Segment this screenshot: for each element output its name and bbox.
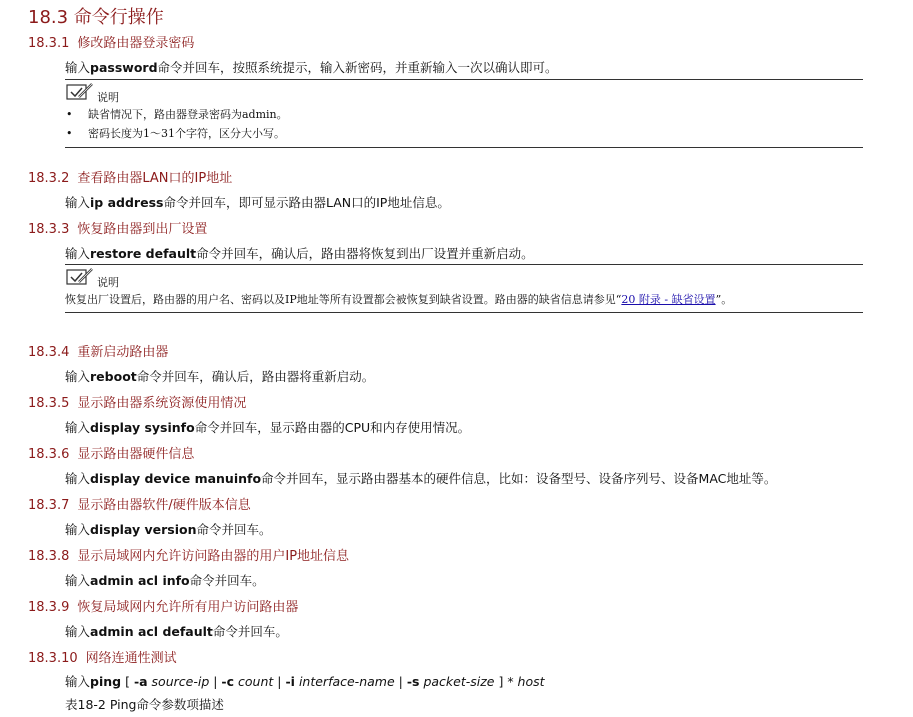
section-number: 18.3.1 (28, 36, 70, 51)
text: 输入 (65, 624, 91, 639)
text: 输入 (65, 674, 91, 689)
note-label: 说明 (97, 91, 119, 104)
note-pencil-icon (66, 82, 94, 102)
text: 命令并回车，显示路由器的CPU和内存使用情况。 (194, 420, 471, 435)
host-arg: host (517, 674, 545, 689)
note-bottom-rule (65, 312, 863, 313)
section-number: 18.3.2 (28, 171, 70, 186)
note-bullet-item (66, 125, 285, 141)
section-title: 网络连通性测试 (85, 651, 177, 666)
command-text: display version (90, 522, 197, 537)
text: 输入 (65, 471, 91, 486)
section-heading-18-3-1 (28, 32, 194, 51)
section-title: 恢复局域网内允许所有用户访问路由器 (77, 600, 299, 615)
ping-syntax (65, 672, 545, 690)
option-flag: -c (221, 674, 235, 689)
section-number: 18.3.3 (28, 222, 70, 237)
text: 输入 (65, 369, 91, 384)
section-number: 18.3.10 (28, 651, 78, 666)
command-text: password (90, 60, 158, 75)
bullet-dot-icon: • (66, 127, 73, 140)
section-title: 查看路由器LAN口的IP地址 (77, 171, 233, 186)
section-title: 重新启动路由器 (77, 345, 169, 360)
option-flag: -s (406, 674, 420, 689)
table-caption: 表18-2 Ping命令参数项描述 (65, 697, 224, 712)
section-heading-18-3-3 (28, 218, 207, 237)
section-number: 18.3.5 (28, 396, 70, 411)
section-heading-18-3-7 (28, 494, 251, 513)
command-text: ping (90, 674, 122, 689)
appendix-link[interactable]: 20 附录 - 缺省设置 (621, 293, 716, 306)
section-heading-18-3-10 (28, 647, 177, 666)
syntax-bracket: [ (121, 674, 134, 689)
text: 恢复出厂设置后，路由器的用户名、密码以及IP地址等所有设置都会被恢复到缺省设置。路由器的缺省信息请参见“ (65, 293, 622, 306)
section-heading-18-3-5 (28, 392, 246, 411)
text: 输入 (65, 195, 91, 210)
text: 命令并回车。 (212, 624, 288, 639)
section-title: 恢复路由器到出厂设置 (77, 222, 208, 237)
syntax-separator: | (273, 674, 286, 689)
command-text: display sysinfo (90, 420, 195, 435)
section-heading-18-3-8 (28, 545, 349, 564)
section-paragraph (65, 520, 272, 538)
note-top-rule (65, 79, 863, 80)
text: 命令并回车，确认后，路由器将恢复到出厂设置并重新启动。 (196, 246, 534, 261)
syntax-bracket: ] * (494, 674, 518, 689)
section-paragraph (65, 367, 374, 385)
note-text (65, 291, 732, 307)
section-number: 18.3.4 (28, 345, 70, 360)
text: ”。 (715, 293, 733, 306)
bullet-text: 缺省情况下，路由器登录密码为admin。 (88, 108, 288, 121)
option-flag: -i (285, 674, 295, 689)
command-text: display device manuinfo (90, 471, 262, 486)
text: 输入 (65, 522, 91, 537)
section-heading-18-3-2 (28, 167, 232, 186)
section-number: 18.3.7 (28, 498, 70, 513)
command-text: restore default (90, 246, 197, 261)
note-bottom-rule (65, 147, 863, 148)
text: 命令并回车。 (189, 573, 265, 588)
syntax-separator: | (394, 674, 407, 689)
section-title: 修改路由器登录密码 (77, 36, 195, 51)
text: 输入 (65, 420, 91, 435)
section-paragraph (65, 193, 450, 211)
command-text: admin acl default (90, 624, 213, 639)
note-label: 说明 (97, 276, 119, 289)
section-paragraph (65, 244, 534, 262)
text: 命令并回车，显示路由器基本的硬件信息，比如：设备型号、设备序列号、设备MAC地址等。 (261, 471, 777, 486)
section-title: 显示路由器系统资源使用情况 (77, 396, 247, 411)
text: 命令并回车，按照系统提示，输入新密码，并重新输入一次以确认即可。 (157, 60, 558, 75)
text: 输入 (65, 60, 91, 75)
command-text: ip address (90, 195, 164, 210)
note-pencil-icon (66, 267, 94, 287)
option-flag: -a (133, 674, 148, 689)
section-number: 18.3.6 (28, 447, 70, 462)
bullet-text: 密码长度为1～31个字符，区分大小写。 (88, 127, 285, 140)
section-title: 显示局域网内允许访问路由器的用户IP地址信息 (77, 549, 350, 564)
page-title: 18.3 命令行操作 (28, 7, 164, 28)
note-bullet-item (66, 106, 288, 122)
note-top-rule (65, 264, 863, 265)
syntax-separator: | (209, 674, 222, 689)
section-paragraph (65, 418, 470, 436)
option-arg: packet-size (423, 674, 495, 689)
option-arg: interface-name (298, 674, 395, 689)
section-title: 显示路由器硬件信息 (77, 447, 195, 462)
bullet-dot-icon: • (66, 108, 73, 121)
section-paragraph (65, 58, 558, 76)
text: 命令并回车，确认后，路由器将重新启动。 (136, 369, 375, 384)
section-heading-18-3-9 (28, 596, 298, 615)
section-paragraph (65, 622, 288, 640)
section-paragraph (65, 571, 265, 589)
section-heading-18-3-6 (28, 443, 194, 462)
section-heading-18-3-4 (28, 341, 168, 360)
text: 输入 (65, 573, 91, 588)
section-paragraph (65, 469, 776, 487)
text: 输入 (65, 246, 91, 261)
section-number: 18.3.8 (28, 549, 70, 564)
option-arg: source-ip (151, 674, 210, 689)
command-text: admin acl info (90, 573, 190, 588)
section-number: 18.3.9 (28, 600, 70, 615)
text: 命令并回车。 (196, 522, 272, 537)
section-title: 显示路由器软件/硬件版本信息 (77, 498, 251, 513)
command-text: reboot (90, 369, 137, 384)
option-arg: count (238, 674, 274, 689)
text: 命令并回车，即可显示路由器LAN口的IP地址信息。 (163, 195, 450, 210)
